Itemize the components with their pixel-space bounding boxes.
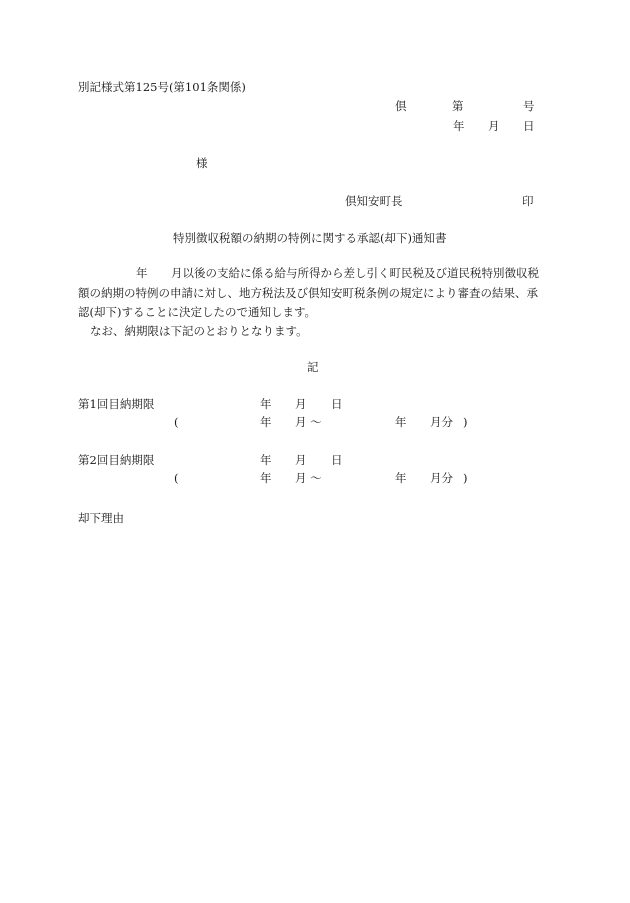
body-line-2: 額の納期の特例の申請に対し、地方税法及び倶知安町税条例の規定により審査の結果、承 xyxy=(78,286,538,300)
addressee-suffix: 様 xyxy=(196,156,208,170)
period-from-year: 年 xyxy=(260,471,272,485)
deadline-month: 月 xyxy=(295,453,307,467)
period-to-month: 月分 xyxy=(430,415,453,429)
rejection-reason-label: 却下理由 xyxy=(78,511,124,525)
doc-date-day: 日 xyxy=(523,119,535,133)
body-line-3: 認(却下)することに決定したので通知します。 xyxy=(78,305,317,319)
body-line-4: なお、納期限は下記のとおりとなります。 xyxy=(90,324,308,338)
doc-number-dai: 第 xyxy=(452,99,464,113)
doc-number-prefix: 倶 xyxy=(395,99,407,113)
period-open-paren: ( xyxy=(174,415,179,429)
period-close-paren: ) xyxy=(463,471,468,485)
period-close-paren: ) xyxy=(463,415,468,429)
deadline-label: 第2回目納期限 xyxy=(78,453,155,467)
deadline-day: 日 xyxy=(331,397,343,411)
doc-date-month: 月 xyxy=(488,119,500,133)
period-from-month: 月 〜 xyxy=(295,415,322,429)
period-from-year: 年 xyxy=(260,415,272,429)
period-to-month: 月分 xyxy=(430,471,453,485)
period-to-year: 年 xyxy=(395,415,407,429)
deadline-month: 月 xyxy=(295,397,307,411)
form-label: 別記様式第125号(第101条関係) xyxy=(78,80,246,94)
issuer-name: 倶知安町長 xyxy=(345,194,403,208)
deadline-day: 日 xyxy=(331,453,343,467)
deadline-year: 年 xyxy=(260,397,272,411)
document-title: 特別徴収税額の納期の特例に関する承認(却下)通知書 xyxy=(173,231,447,245)
deadline-label: 第1回目納期限 xyxy=(78,397,155,411)
body-year: 年 xyxy=(136,266,148,280)
period-to-year: 年 xyxy=(395,471,407,485)
ki-heading: 記 xyxy=(307,360,319,374)
period-from-month: 月 〜 xyxy=(295,471,322,485)
issuer-seal: 印 xyxy=(522,194,534,208)
deadline-year: 年 xyxy=(260,453,272,467)
doc-number-go: 号 xyxy=(523,99,535,113)
doc-date-year: 年 xyxy=(453,119,465,133)
body-line-1: 月以後の支給に係る給与所得から差し引く町民税及び道民税特別徴収税 xyxy=(171,266,539,280)
period-open-paren: ( xyxy=(174,471,179,485)
